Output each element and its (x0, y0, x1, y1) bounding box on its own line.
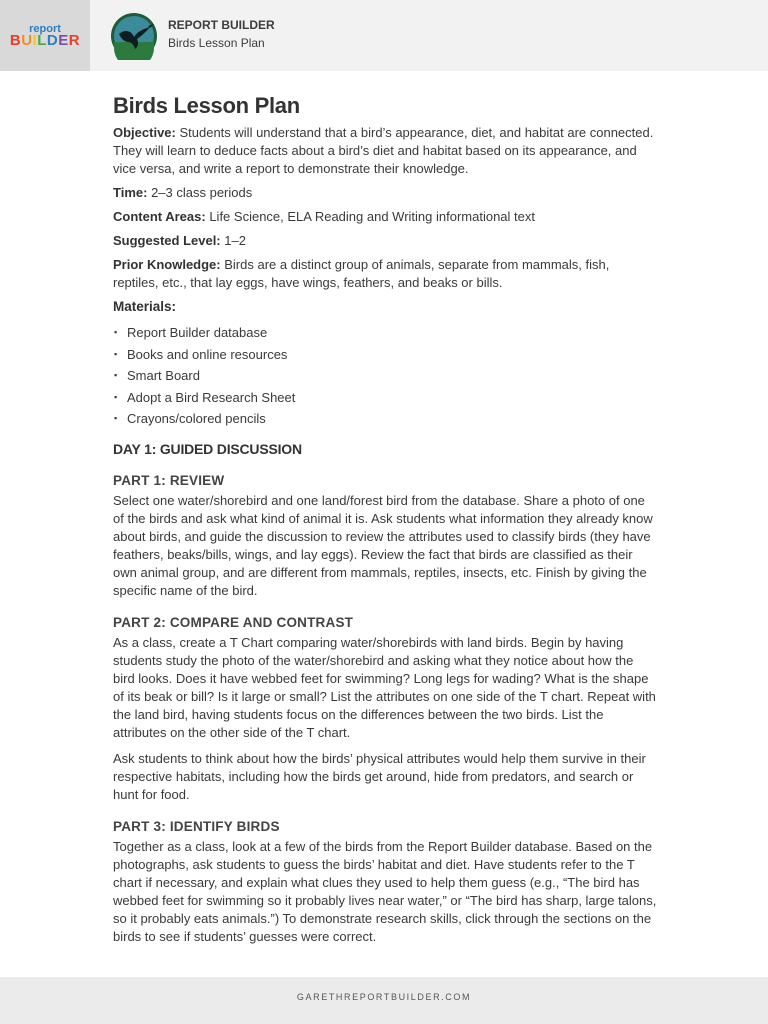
lesson-plan-body (113, 92, 658, 960)
content-areas-paragraph (113, 208, 658, 226)
objective-paragraph (113, 124, 658, 178)
bird-icon (110, 12, 158, 60)
part1-heading: PART 1: REVIEW (113, 472, 225, 488)
list-item: ▪ Report Builder database (113, 322, 658, 344)
page-header (0, 0, 768, 71)
part3-text: Together as a class, look at a few of the birds from the Report Builder database. Based on the photographs, ask students to guess the birds’ habitat and diet. Have students refer to the T chart if necessary, and explain what clues they used to help them guess (e.g., “The bird has webbed feet for swimming so it probably lives near water,” or “The bird has sharp, large talons, so it probably eats animals.”) To demonstrate research skills, click through the sections on the birds to see if students’ guesses were correct. (113, 838, 657, 944)
footer-url[interactable]: GARETHREPORTBUILDER.COM (296, 992, 472, 1002)
page-title: Birds Lesson Plan (113, 93, 300, 118)
part3-heading: PART 3: IDENTIFY BIRDS (113, 818, 280, 834)
part1-section (113, 472, 658, 600)
content-areas-text: Life Science, ELA Reading and Writing informational text (209, 209, 535, 224)
objective-label: Objective: (113, 125, 176, 140)
objective-text: Students will understand that a bird’s appearance, diet, and habitat are connected. They will learn to deduce facts about a bird’s diet and habitat based on its appearance, and vice versa, and write a report to demonstrate their knowledge. (113, 125, 654, 176)
logo-letter: R (68, 32, 81, 49)
part2-text-continued: Ask students to think about how the birds’ physical attributes would help them survive in their respective habitats, including how the birds get around, hide from predators, and search or hunt for food. (113, 750, 646, 802)
part2-heading: PART 2: COMPARE AND CONTRAST (113, 614, 354, 630)
list-item: ▪ Crayons/colored pencils (113, 408, 658, 430)
materials-heading: Materials: (113, 299, 177, 314)
part2-section (113, 614, 658, 804)
content-areas-label: Content Areas: (113, 209, 206, 224)
time-text: 2–3 class periods (151, 185, 253, 200)
logo-letter: E (58, 32, 69, 49)
logo-letter: D (46, 32, 59, 49)
report-builder-logo (0, 0, 90, 71)
part3-section (113, 818, 658, 946)
part2-text: As a class, create a T Chart comparing water/shorebirds with land birds. Begin by having students study the photo of the water/shorebird and asking what they notice about how the bird looks. Does it have webbed feet for swimming? Long legs for wading? What is the shape of its beak or bill? Is it large or small? List the attributes on one side of the T chart. Repeat with the land bird, having students focus on the differences between the two birds. List the attributes on the other side of the T chart. (113, 634, 656, 740)
prior-knowledge-paragraph (113, 256, 658, 292)
logo-letter: B (9, 32, 22, 49)
page-footer (0, 977, 768, 1024)
suggested-level-label: Suggested Level: (113, 233, 221, 248)
logo-letter: L (37, 32, 47, 49)
prior-knowledge-label: Prior Knowledge: (113, 257, 221, 272)
time-paragraph (113, 184, 658, 202)
logo-main-text (0, 33, 90, 49)
list-item: ▪ Books and online resources (113, 344, 658, 366)
suggested-level-paragraph (113, 232, 658, 250)
day1-heading: DAY 1: GUIDED DISCUSSION (113, 440, 302, 457)
header-title: REPORT BUILDER (168, 18, 275, 32)
time-label: Time: (113, 185, 148, 200)
prior-knowledge-text: Birds are a distinct group of animals, separate from mammals, fish, reptiles, etc., that lay eggs, have wings, feathers, and beaks or bills. (113, 257, 610, 290)
header-subtitle: Birds Lesson Plan (168, 36, 265, 50)
materials-list (113, 322, 658, 430)
logo-letter: U (21, 32, 33, 49)
list-item: ▪ Smart Board (113, 365, 658, 387)
part1-text: Select one water/shorebird and one land/forest bird from the database. Share a photo of one of the birds and ask what kind of animal it is. Ask students what information they already know about birds, and guide the discussion to review the attributes used to classify birds (they have feathers, beaks/bills, wings, and lay eggs). Review the fact that birds are classified as their own animal group, and are different from mammals, reptiles, insects, etc. Finish by giving the specific name of the bird. (113, 492, 653, 598)
logo-letter: I (32, 32, 38, 49)
suggested-level-text: 1–2 (224, 233, 246, 248)
list-item: ▪ Adopt a Bird Research Sheet (113, 387, 658, 409)
logo-top-text: report (29, 23, 61, 35)
